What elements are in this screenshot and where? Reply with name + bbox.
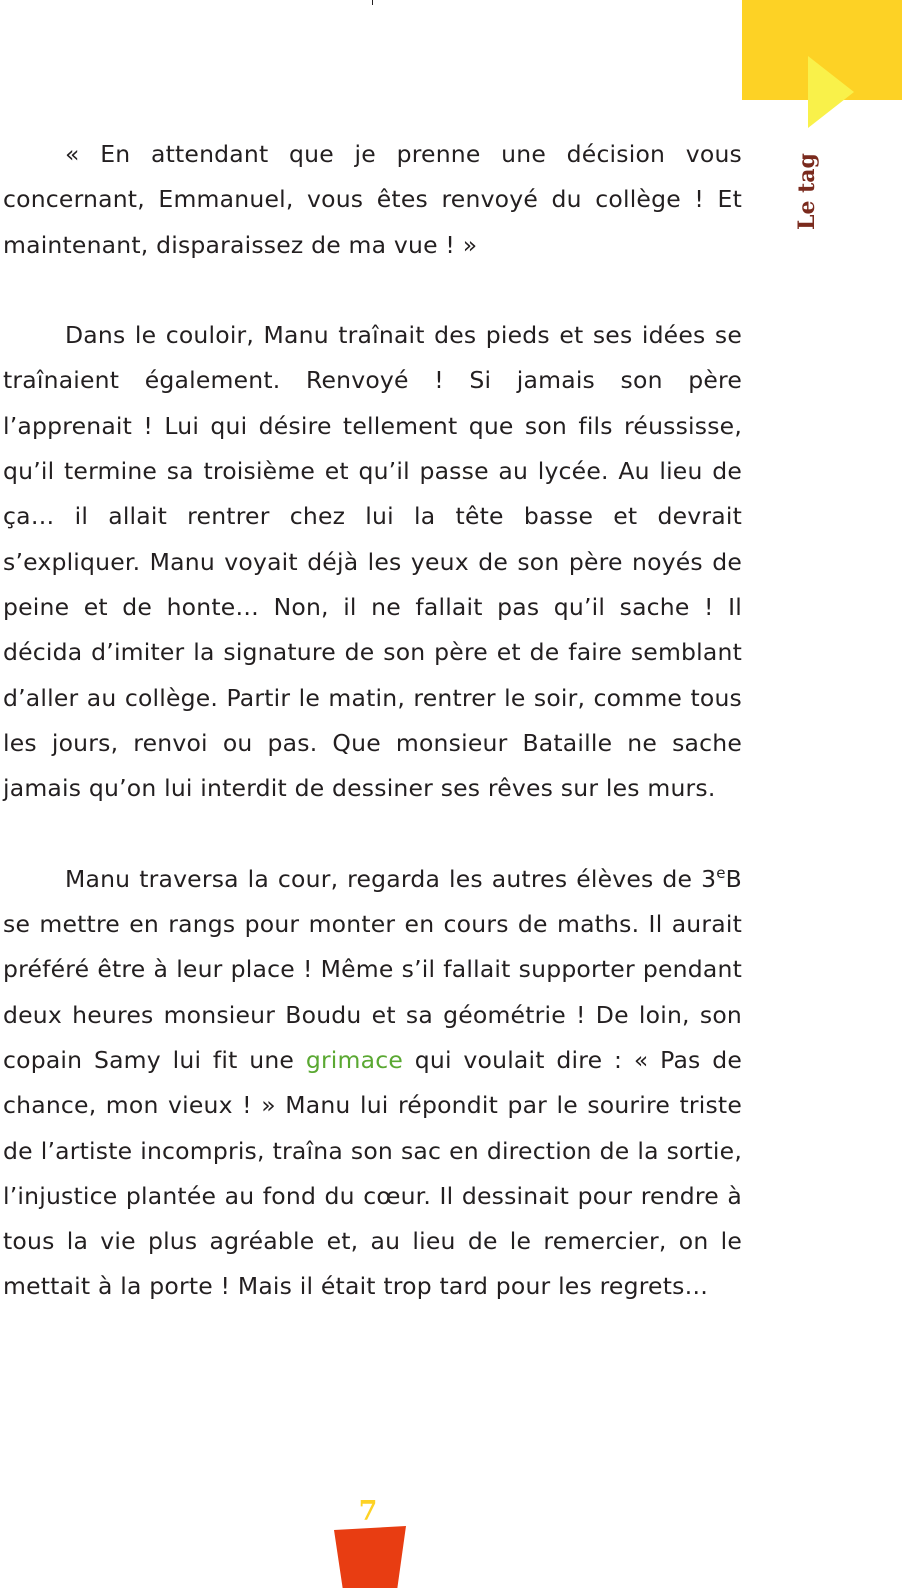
paragraph-1: « En attendant que je prenne une décision vous concernant, Emmanuel, vous êtes renvoyé du collège ! Et maintenant, disparaissez de ma vue ! » xyxy=(3,140,742,259)
paragraph-3-part-2: B se mettre en rangs pour monter en cours de maths. Il aurait préféré être à leur place ! Même s’il fallait supporter pendant deux heures monsieur Boudu et sa géométrie ! De loin, son copain Samy lui fit une xyxy=(3,864,742,1074)
highlighted-word: grimace xyxy=(305,1045,404,1074)
paragraph-2: Dans le couloir, Manu traînait des pieds et ses idées se traînaient également. Renvoyé ! Si jamais son père l’apprenait ! Lui qui désire tellement que son fils réussisse, qu’il termine sa troisième et qu’il passe au lycée. Au lieu de ça… il allait rentrer chez lui la tête basse et devrait s’expliquer. Manu voyait déjà les yeux de son père noyés de peine et de honte… Non, il ne fallait pas qu’il sache ! Il décida d’imiter la signature de son père et de faire semblant d’aller au collège. Partir le matin, rentrer le soir, comme tous les jours, renvoi ou pas. Que monsieur Bataille ne sache jamais qu’on lui interdit de dessiner ses rêves sur les murs. xyxy=(3,321,742,803)
superscript-e: e xyxy=(716,863,726,882)
text-column xyxy=(3,132,742,1355)
page-number-tab xyxy=(334,1526,406,1588)
paragraph-3-part-1: Manu traversa la cour, regarda les autres élèves de 3 xyxy=(65,864,717,893)
top-crop-mark xyxy=(372,0,373,5)
corner-triangle-icon xyxy=(808,56,854,128)
paragraph-3-part-3: qui voulait dire : « Pas de chance, mon vieux ! » Manu lui répondit par le sourire triste de l’artiste incompris, traîna son sac en direction de la sortie, l’injustice plantée au fond du cœur. Il dessinait pour rendre à tous la vie plus agréable et, au lieu de le remercier, on le mettait à la porte ! Mais il était trop tard pour les regrets… xyxy=(3,1045,742,1301)
running-title: Le tag xyxy=(794,153,820,230)
paragraph-3 xyxy=(3,857,742,1310)
page-number: 7 xyxy=(358,1496,378,1527)
